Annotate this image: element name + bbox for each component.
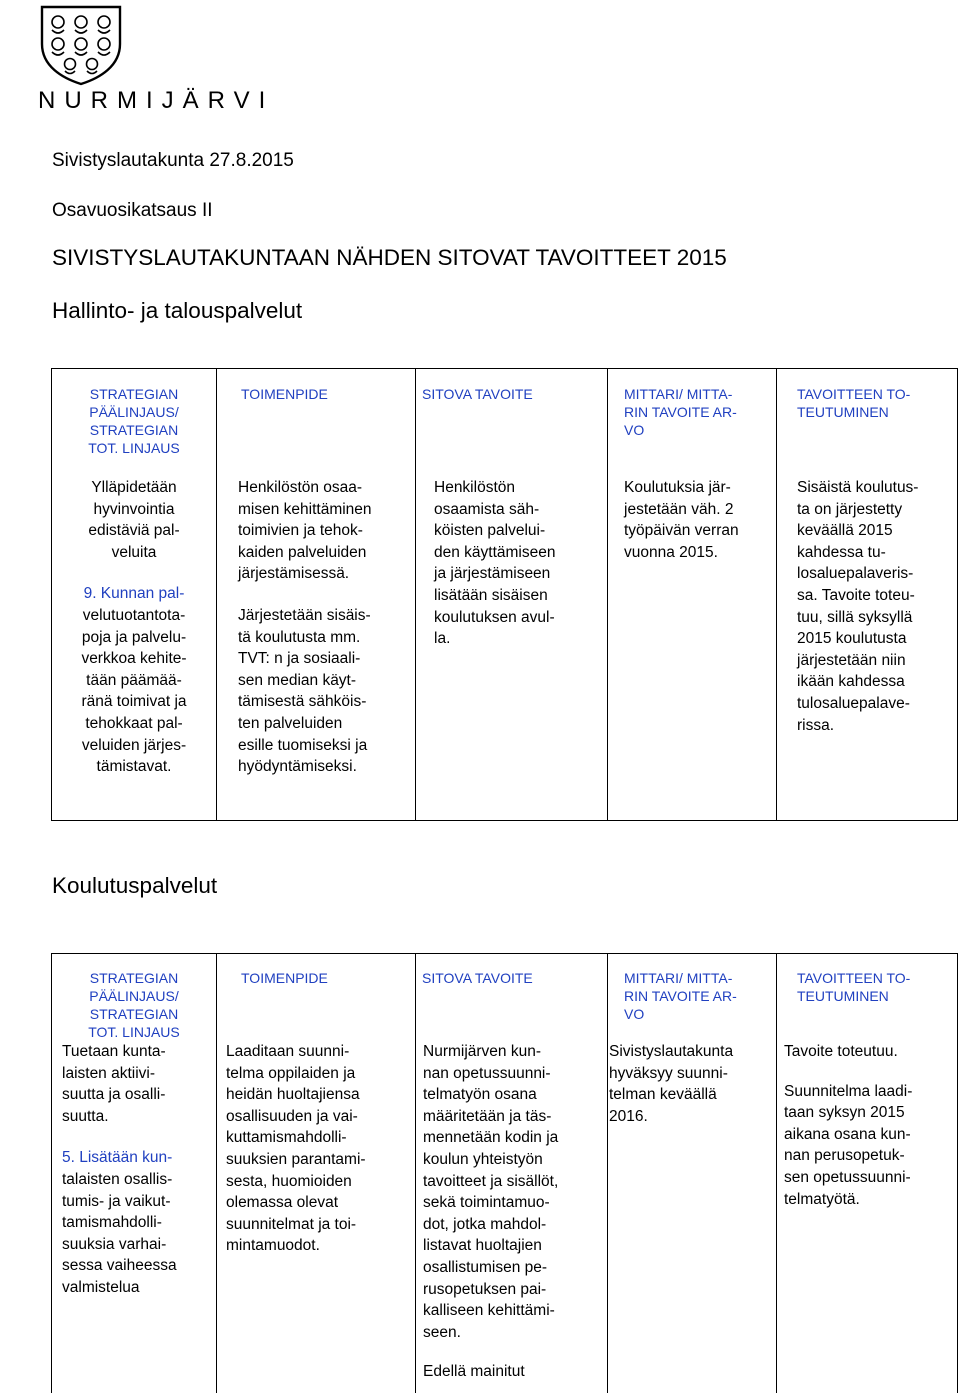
header-strategy: STRATEGIAN PÄÄLINJAUS/ STRATEGIAN TOT. LINJAUS xyxy=(88,970,180,1040)
goals-table-admin xyxy=(51,368,958,821)
header-action: TOIMENPIDE xyxy=(241,386,328,402)
cell-binding-goal: Henkilöstön osaamista säh- köisten palvelui- den käyttämiseen ja järjestämiseen lisätään sisäisen koulutuksen avul- la. xyxy=(434,479,556,648)
nurmijarvi-coat-of-arms-icon xyxy=(38,4,124,86)
header-realization: TAVOITTEEN TO- TEUTUMINEN xyxy=(797,970,911,1004)
page-title: SIVISTYSLAUTAKUNTAAN NÄHDEN SITOVAT TAVOITTEET 2015 xyxy=(52,245,727,270)
header-binding-goal: SITOVA TAVOITE xyxy=(422,970,533,986)
cell-strategy: Tuetaan kunta- laisten aktiivi- suutta ja osalli- suutta. 5. Lisätään kun- talaisten osallis- tumis- ja vaikut- tamismahdolli- suuksia varhai- sessa vaiheessa valmistelua xyxy=(62,1043,177,1296)
header-strategy: STRATEGIAN PÄÄLINJAUS/ STRATEGIAN TOT. LINJAUS xyxy=(88,386,180,456)
cell-action: Laaditaan suunni- telma oppilaiden ja heidän huoltajiensa osallisuuden ja vai- kuttamismahdolli- suuksien parantami- sesta, huomioiden olemassa olevat suunnitelmat ja toi- mintamuodot. xyxy=(226,1043,366,1255)
cell-metric: Sivistyslautakunta hyväksyy suunni- telman keväällä 2016. xyxy=(609,1043,734,1125)
meeting-heading: Sivistyslautakunta 27.8.2015 xyxy=(52,150,294,171)
cell-metric: Koulutuksia jär- jestetään väh. 2 työpäivän verran vuonna 2015. xyxy=(624,479,739,561)
section-heading-education: Koulutuspalvelut xyxy=(52,873,218,898)
cell-strategy: Ylläpidetään hyvinvointia edistäviä pal- veluita 9. Kunnan pal- velutuotantota- poja ja palvelu- verkkoa kehite- tään päämää- ränä toimivat ja tehokkaat pal- veluiden järjes- tämistavat. xyxy=(81,479,187,776)
cell-realization: Tavoite toteutuu. Suunnitelma laadi- taan syksyn 2015 aikana osana kun- nan perusopetuk- sen opetussuunni- telmatyötä. xyxy=(784,1043,913,1208)
header-binding-goal: SITOVA TAVOITE xyxy=(422,386,533,402)
cell-action: Henkilöstön osaa- misen kehittäminen toimivien ja tehok- kaiden palveluiden järjestämisessä. Järjestetään sisäis- tä koulutusta mm. TVT: n ja sosiaali- sen median käyt- tämisestä sähköis- ten palveluiden esille tuomiseksi ja hyödyntämiseksi. xyxy=(238,479,372,776)
header-metric: MITTARI/ MITTA- RIN TAVOITE AR- VO xyxy=(624,970,737,1022)
header-metric: MITTARI/ MITTA- RIN TAVOITE AR- VO xyxy=(624,386,737,438)
header-realization: TAVOITTEEN TO- TEUTUMINEN xyxy=(797,386,911,420)
cell-binding-goal: Nurmijärven kun- nan opetussuunni- telmatyön osana määritetään ja täs- mennetään kodin ja koulun yhteistyön tavoitteet ja sisällöt, sekä toimintamuo- dot, jotka mahdol- listavat huoltajien osallistumisen pe- rusopetuksen pai- kalliseen kehittämi- seen. Edellä mainitut xyxy=(423,1043,559,1381)
section-heading-admin: Hallinto- ja talouspalvelut xyxy=(52,298,303,323)
brand-wordmark: NURMIJÄRVI xyxy=(38,87,275,114)
goals-table-education xyxy=(51,953,958,1393)
report-heading: Osavuosikatsaus II xyxy=(52,200,213,221)
cell-realization: Sisäistä koulutus- ta on järjestetty keväällä 2015 kahdessa tu- losaluepalaveris- sa. Tavoite toteu- tuu, sillä syksyllä 2015 koulutusta järjestetään niin ikään kahdessa tulosaluepalave- rissa. xyxy=(797,479,919,734)
header-action: TOIMENPIDE xyxy=(241,970,328,986)
